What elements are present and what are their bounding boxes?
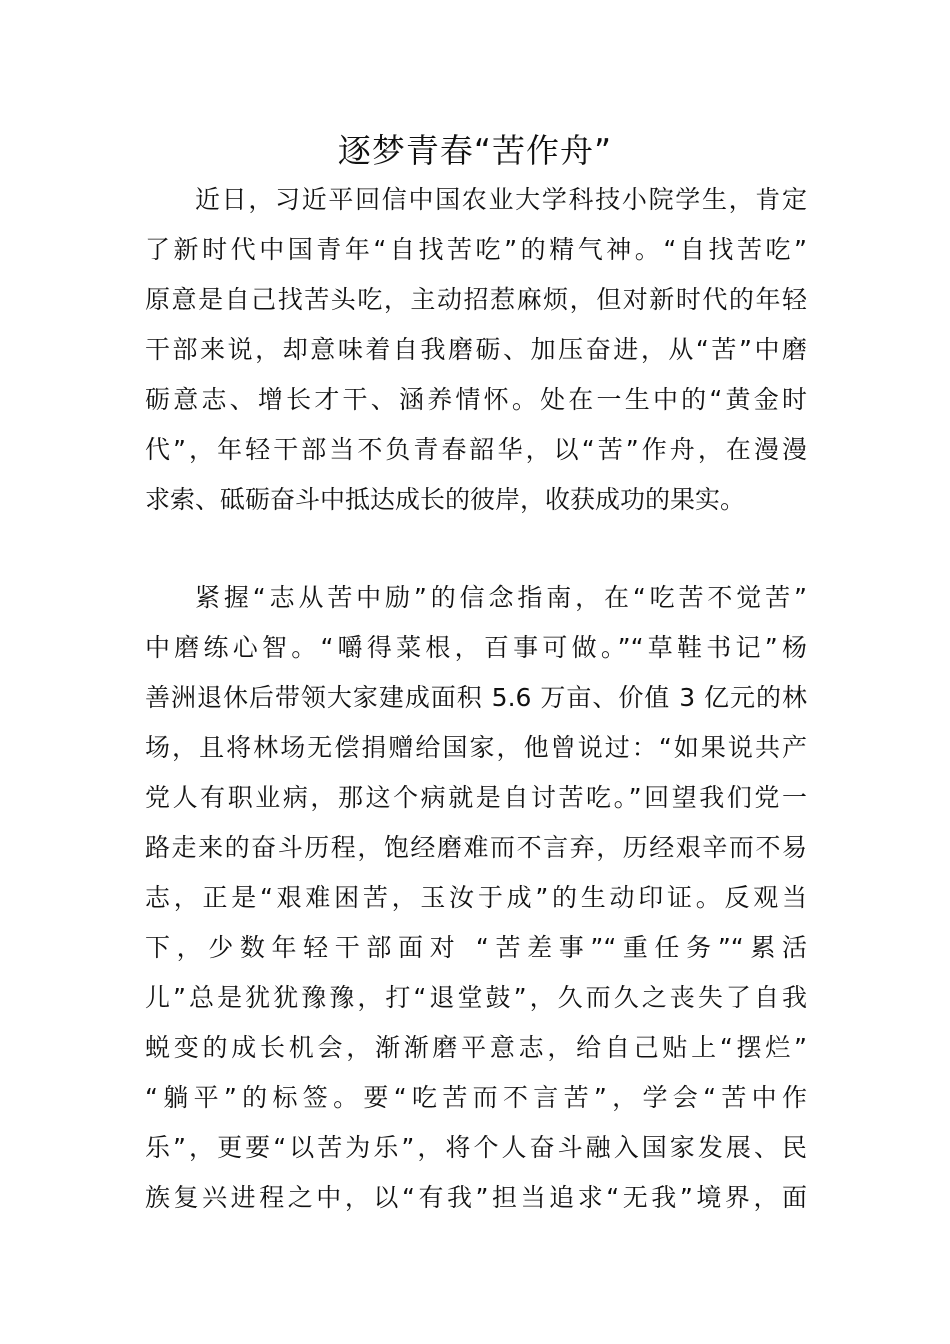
paragraph-1-line-7: 求索、砥砺奋斗中抵达成长的彼岸，收获成功的果实。 xyxy=(145,485,746,514)
paragraph-1-line-6: 代”，年轻干部当不负青春韶华，以“苦”作舟，在漫漫 xyxy=(145,435,807,464)
paragraph-2-line-10: 蜕变的成长机会，渐渐磨平意志，给自己贴上“摆烂” xyxy=(145,1033,807,1062)
paragraph-2-line-8: 下，少数年轻干部面对 “苦差事”“重任务”“累活 xyxy=(145,933,807,962)
paragraph-2-line-9: 儿”总是犹犹豫豫，打“退堂鼓”，久而久之丧失了自我 xyxy=(145,983,807,1012)
paragraph-2-line-6: 路走来的奋斗历程，饱经磨难而不言弃，历经艰辛而不易 xyxy=(145,833,807,862)
paragraph-1-line-1: 近日，习近平回信中国农业大学科技小院学生，肯定 xyxy=(195,185,807,214)
paragraph-2-line-5: 党人有职业病，那这个病就是自讨苦吃。”回望我们党一 xyxy=(145,783,807,812)
paragraph-2-line-7: 志，正是“艰难困苦，玉汝于成”的生动印证。反观当 xyxy=(145,883,807,912)
paragraph-2-line-1: 紧握“志从苦中励”的信念指南，在“吃苦不觉苦” xyxy=(195,583,807,612)
paragraph-1-line-2: 了新时代中国青年“自找苦吃”的精气神。“自找苦吃” xyxy=(145,235,807,264)
paragraph-1-line-4: 干部来说，却意味着自我磨砺、加压奋进，从“苦”中磨 xyxy=(145,335,807,364)
paragraph-2-line-4: 场，且将林场无偿捐赠给国家，他曾说过：“如果说共产 xyxy=(145,733,807,762)
paragraph-1-line-5: 砺意志、增长才干、涵养情怀。处在一生中的“黄金时 xyxy=(145,385,807,414)
document-title: 逐梦青春“苦作舟” xyxy=(337,131,613,170)
paragraph-1-line-3: 原意是自己找苦头吃，主动招惹麻烦，但对新时代的年轻 xyxy=(145,285,807,314)
paragraph-2-line-3: 善洲退休后带领大家建成面积 5.6 万亩、价值 3 亿元的林 xyxy=(145,683,807,712)
paragraph-2-line-2: 中磨练心智。“嚼得菜根，百事可做。”“草鞋书记”杨 xyxy=(145,633,807,662)
paragraph-2-line-13: 族复兴进程之中，以“有我”担当追求“无我”境界，面 xyxy=(145,1183,807,1212)
paragraph-2-line-12: 乐”，更要“以苦为乐”，将个人奋斗融入国家发展、民 xyxy=(145,1133,807,1162)
paragraph-2-line-11: “躺平”的标签。要“吃苦而不言苦”，学会“苦中作 xyxy=(145,1083,807,1112)
